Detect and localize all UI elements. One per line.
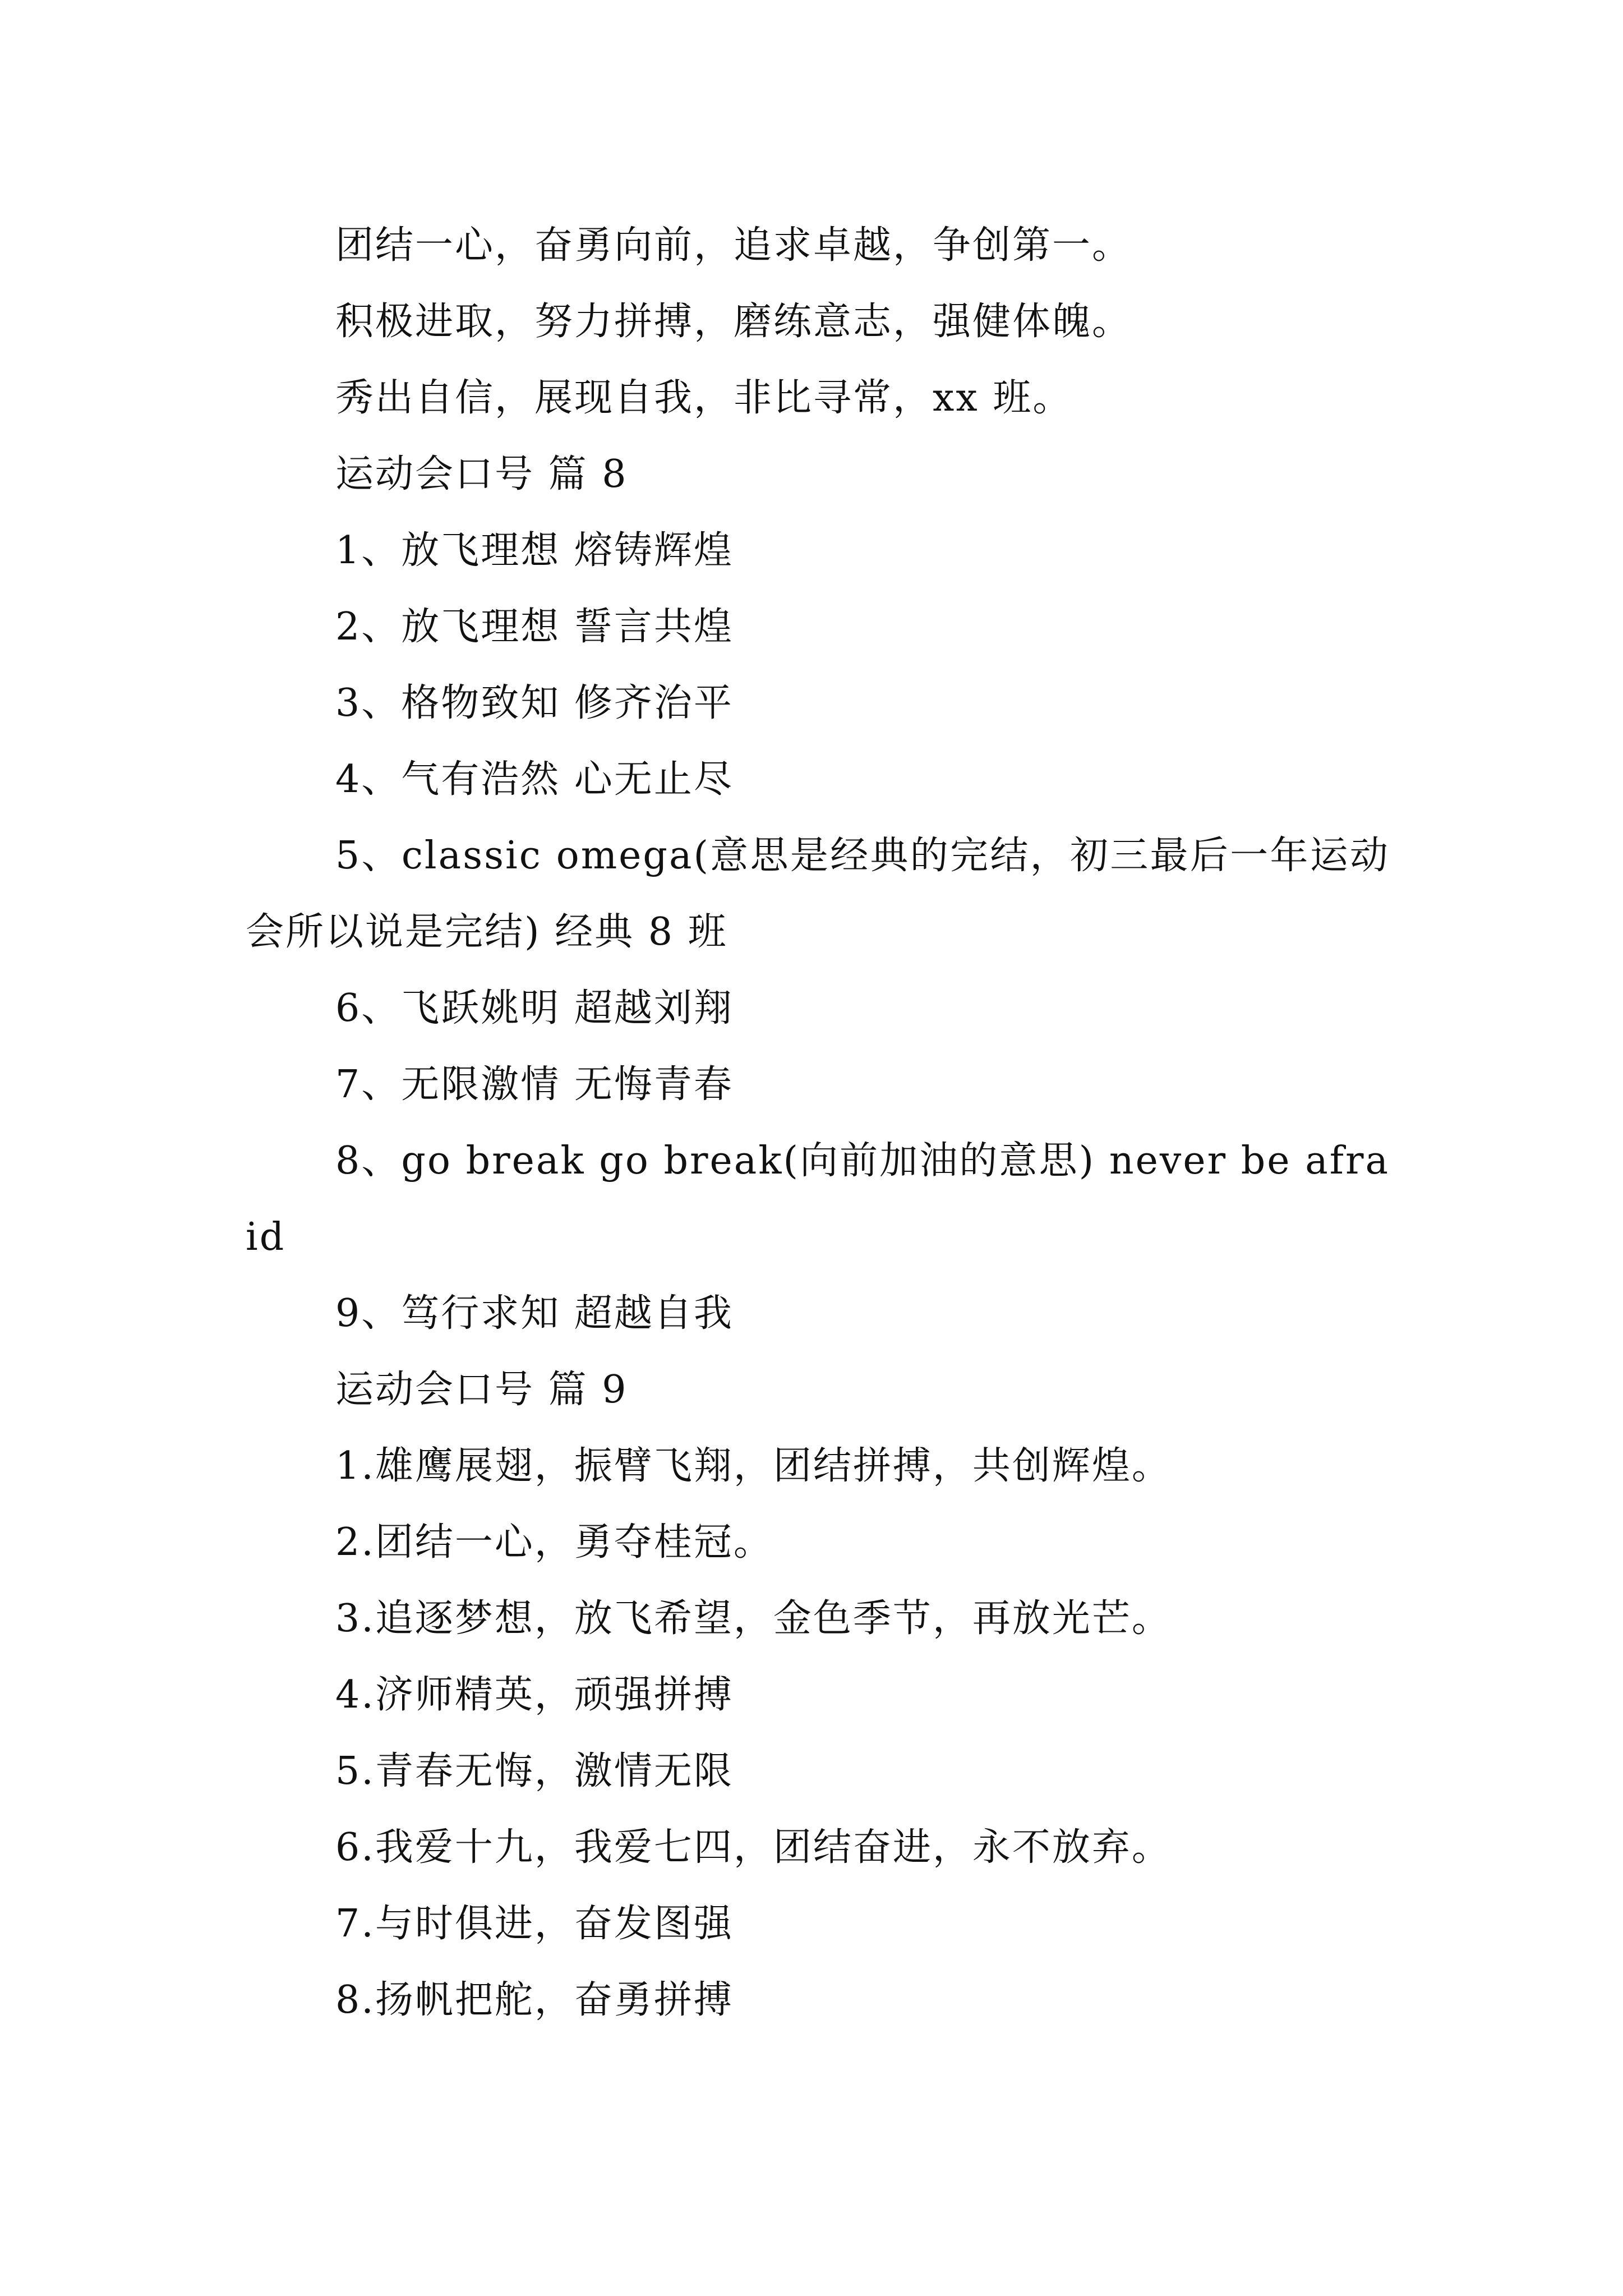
slogan-item: 1、放飞理想 熔铸辉煌 (335, 528, 734, 573)
slogan-item: 7.与时俱进，奋发图强 (335, 1902, 734, 1946)
document-body (246, 208, 1390, 2039)
slogan-item: 2、放飞理想 誓言共煌 (335, 605, 734, 649)
slogan-item: 3、格物致知 修齐治平 (335, 681, 734, 725)
slogan-item: 8.扬帆把舵，奋勇拼搏 (335, 1978, 734, 2022)
slogan-item: 6.我爱十九，我爱七四，团结奋进，永不放弃。 (335, 1825, 1172, 1870)
slogan-item: 6、飞跃姚明 超越刘翔 (335, 986, 734, 1030)
slogan-item: 8、go break go break(向前加油的意思) never be afraid (246, 1139, 1390, 1259)
slogan-item: 1.雄鹰展翅，振臂飞翔，团结拼搏，共创辉煌。 (335, 1444, 1172, 1488)
section-heading: 运动会口号 篇 8 (335, 452, 628, 496)
slogan-line: 秀出自信，展现自我，非比寻常，xx 班。 (335, 376, 1073, 420)
slogan-line: 积极进取，努力拼搏，磨练意志，强健体魄。 (335, 300, 1132, 344)
slogan-item: 2.团结一心，勇夺桂冠。 (335, 1520, 773, 1565)
slogan-line: 团结一心，奋勇向前，追求卓越，争创第一。 (335, 223, 1132, 268)
slogan-item: 5.青春无悔，激情无限 (335, 1749, 734, 1793)
slogan-item: 4、气有浩然 心无止尽 (335, 757, 734, 802)
section-heading: 运动会口号 篇 9 (335, 1368, 628, 1412)
slogan-item: 3.追逐梦想，放飞希望，金色季节，再放光芒。 (335, 1596, 1172, 1641)
slogan-item: 9、笃行求知 超越自我 (335, 1291, 734, 1336)
slogan-item: 5、classic omega(意思是经典的完结，初三最后一年运动会所以说是完结) 经典 8 班 (246, 834, 1390, 954)
slogan-item: 4.济师精英，顽强拼搏 (335, 1673, 734, 1717)
slogan-item: 7、无限激情 无悔青春 (335, 1062, 734, 1107)
